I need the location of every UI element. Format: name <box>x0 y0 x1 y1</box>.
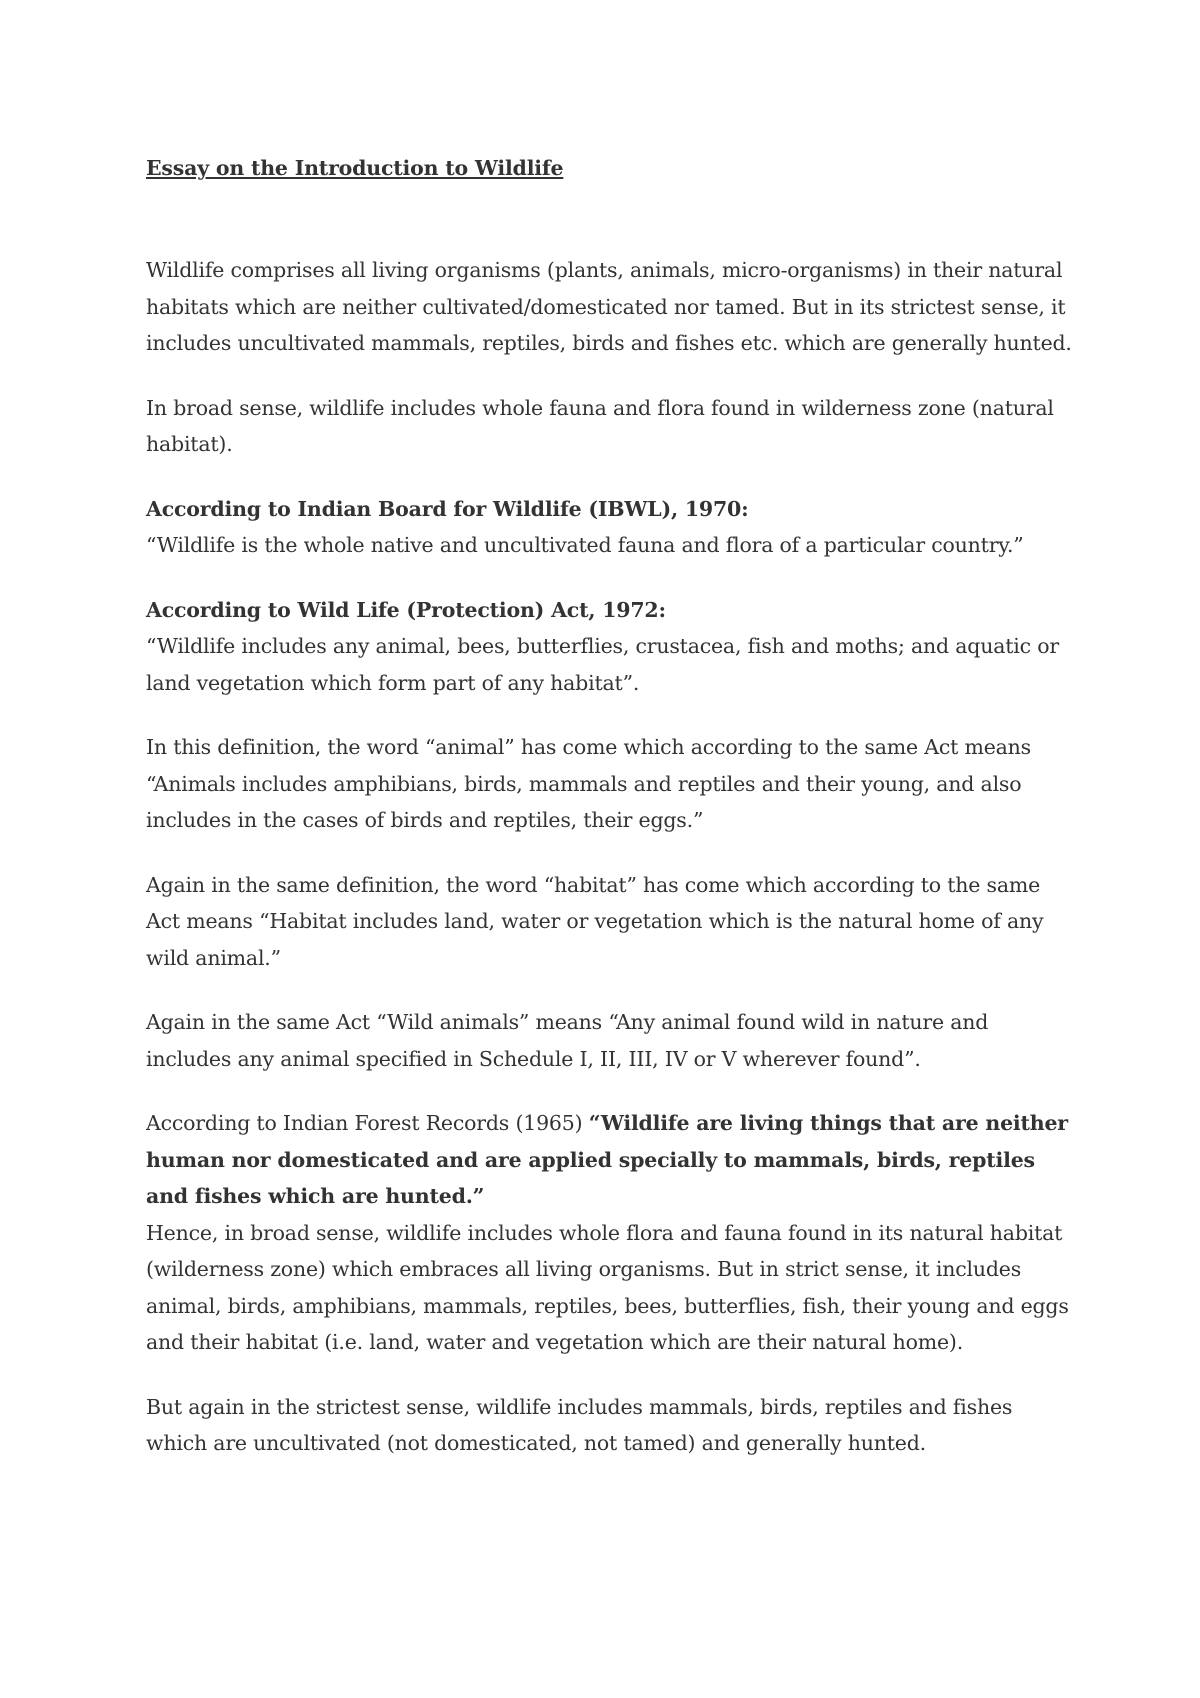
paragraph-forest-records <box>146 1105 1076 1215</box>
spacer <box>146 976 1076 1004</box>
spacer <box>146 1361 1076 1389</box>
ibwl-quote: “Wildlife is the whole native and uncultivated fauna and flora of a particular country.” <box>146 533 1024 557</box>
document-page <box>146 150 1076 1462</box>
paragraph-broad-sense: In broad sense, wildlife includes whole fauna and flora found in wilderness zone (natural habitat). <box>146 395 1054 456</box>
act-quote: “Wildlife includes any animal, bees, butterflies, crustacea, fish and moths; and aquatic or land vegetation which form part of any habitat”. <box>146 634 1059 695</box>
ibwl-heading: According to Indian Board for Wildlife (IBWL), 1970: <box>146 496 749 521</box>
spacer <box>146 362 1076 390</box>
paragraph-wild-animals: Again in the same Act “Wild animals” means “Any animal found wild in nature and includes any animal specified in Schedule I, II, III, IV or V wherever found”. <box>146 1010 989 1071</box>
spacer <box>146 701 1076 729</box>
spacer <box>146 1077 1076 1105</box>
spacer <box>146 839 1076 867</box>
spacer <box>146 463 1076 491</box>
paragraph-definition: Wildlife comprises all living organisms (plants, animals, micro-organisms) in their natural habitats which are neither cultivated/domesticated nor tamed. But in its strictest sense, it includes uncultivated mammals, reptiles, birds and fishes etc. which are generally hunted. <box>146 258 1072 355</box>
paragraph-strictest-sense: But again in the strictest sense, wildlife includes mammals, birds, reptiles and fishes which are uncultivated (not domesticated, not tamed) and generally hunted. <box>146 1394 1013 1455</box>
paragraph-hence: Hence, in broad sense, wildlife includes whole flora and fauna found in its natural habitat (wilderness zone) which embraces all living organisms. But in strict sense, it includes animal, birds, amphibians, mammals, reptiles, bees, butterflies, fish, their young and eggs and their habitat (i.e. land, water and vegetation which are their natural home). <box>146 1220 1069 1354</box>
document-title: Essay on the Introduction to Wildlife <box>146 156 564 180</box>
act-heading: According to Wild Life (Protection) Act, 1972: <box>146 597 666 622</box>
forest-records-intro: According to Indian Forest Records (1965) <box>146 1111 589 1135</box>
paragraph-animal-definition: In this definition, the word “animal” has come which according to the same Act means “Animals includes amphibians, birds, mammals and reptiles and their young, and also includes in the cases of birds and reptiles, their eggs.” <box>146 735 1031 832</box>
forest-records-quote: “Wildlife are living things that are neither human nor domesticated and are applied specially to mammals, birds, reptiles and fishes which are hunted.” <box>146 1111 1068 1208</box>
spacer <box>146 564 1076 592</box>
spacer <box>146 186 1076 252</box>
paragraph-habitat-definition: Again in the same definition, the word “habitat” has come which according to the same Act means “Habitat includes land, water or vegetation which is the natural home of any wild animal.” <box>146 872 1044 970</box>
